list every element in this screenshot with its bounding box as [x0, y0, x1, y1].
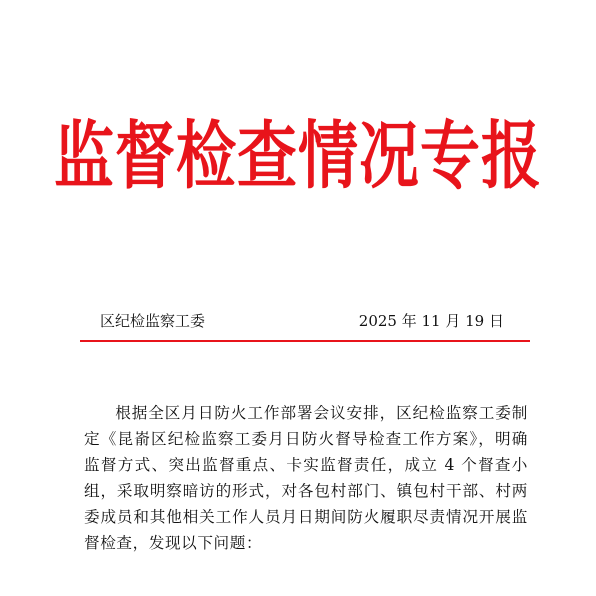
body-paragraph: 根据全区月日防火工作部署会议安排，区纪检监察工委制定《昆嵛区纪检监察工委月日防火督导检查工作方案》，明确监督方式、突出监督重点、卡实监督责任，成立 4 个督查小组，采取明察暗访的形式，对各包村部门、镇包村干部、村两委成员和其他相关工作人员月日期间防火履职尽责情况开展监督检查，发现以下问题： [84, 404, 528, 552]
report-body [84, 400, 528, 556]
issue-date: 2025 年 11 月 19 日 [358, 312, 504, 330]
issuing-organization: 区纪检监察工委 [100, 312, 206, 330]
report-masthead-title: 监督检查情况专报 [54, 114, 542, 200]
issuer-date-line [100, 310, 510, 334]
red-divider-rule [80, 340, 530, 342]
